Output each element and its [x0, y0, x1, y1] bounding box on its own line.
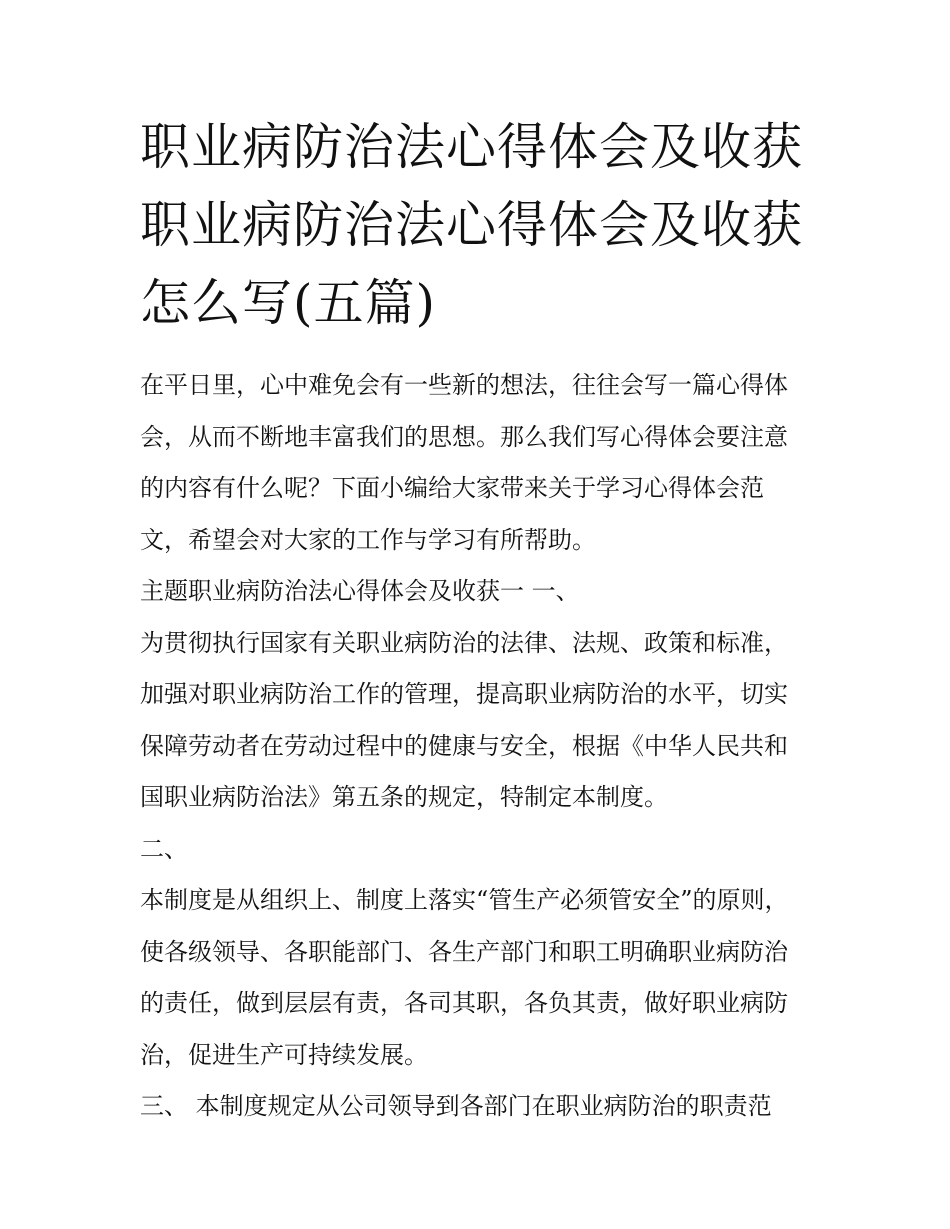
body-paragraph — [140, 875, 820, 1081]
body-paragraph — [140, 618, 820, 824]
text-line: 会，从而不断地丰富我们的思想。那么我们写心得体会要注意 — [140, 422, 788, 451]
document-page — [140, 108, 820, 1133]
text-line: 文，希望会对大家的工作与学习有所帮助。 — [140, 525, 596, 554]
text-line: 保障劳动者在劳动过程中的健康与安全，根据《中华人民共和 — [140, 731, 788, 760]
body-paragraph — [140, 1081, 820, 1133]
text-line: 在平日里，心中难免会有一些新的想法，往往会写一篇心得体 — [140, 371, 788, 399]
section-heading — [140, 566, 820, 618]
text-line: 的责任，做到层层有责，各司其职，各负其责，做好职业病防 — [140, 989, 788, 1017]
text-line: 为贯彻执行国家有关职业病防治的法律、法规、政策和标准， — [140, 628, 788, 657]
text-line: 三、 本制度规定从公司领导到各部门在职业病防治的职责范 — [140, 1092, 772, 1120]
text-line: 使各级领导、各职能部门、各生产部门和职工明确职业病防治 — [140, 937, 788, 966]
title-line: 职业病防治法心得体会及收获 — [140, 118, 803, 176]
text-line: 本制度是从组织上、制度上落实“管生产必须管安全”的原则， — [140, 886, 789, 914]
text-line: 国职业病防治法》第五条的规定，特制定本制度。 — [140, 783, 668, 811]
text-line: 主题职业病防治法心得体会及收获一 一、 — [140, 577, 580, 605]
section-number — [140, 824, 820, 876]
document-title — [140, 108, 820, 342]
document-body — [140, 360, 820, 1133]
text-line: 加强对职业病防治工作的管理，提高职业病防治的水平，切实 — [140, 680, 788, 708]
text-line: 二、 — [140, 834, 188, 863]
intro-paragraph — [140, 360, 820, 566]
title-line: 职业病防治法心得体会及收获 — [140, 196, 803, 254]
text-line: 的内容有什么呢？下面小编给大家带来关于学习心得体会范 — [140, 474, 764, 502]
title-line: 怎么写(五篇) — [140, 274, 437, 332]
text-line: 治，促进生产可持续发展。 — [140, 1040, 428, 1069]
